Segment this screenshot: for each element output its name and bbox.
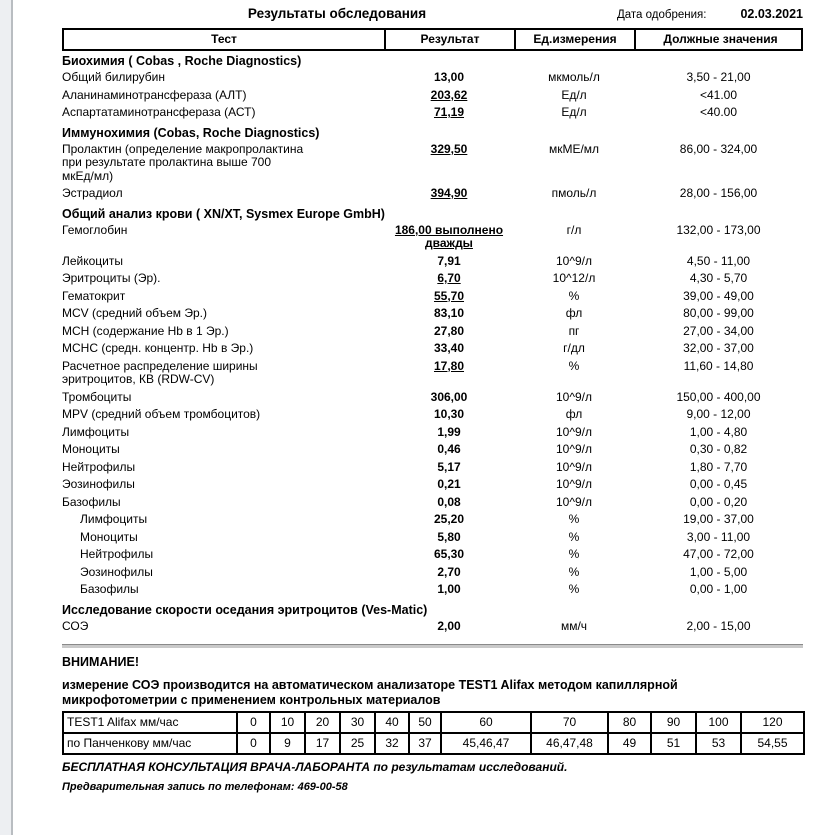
conversion-value: 53 bbox=[696, 733, 741, 754]
section-divider bbox=[62, 644, 803, 648]
phone-booking-note: Предварительная запись по телефонам: 469-00-58 bbox=[62, 781, 348, 793]
test-unit: % bbox=[568, 547, 580, 561]
result-row bbox=[62, 289, 803, 307]
test-reference-range: 1,00 - 4,80 bbox=[689, 424, 748, 439]
test-result: 2,00 bbox=[437, 618, 461, 633]
test-unit: 10^9/л bbox=[556, 494, 592, 509]
column-header-test: Тест bbox=[64, 30, 386, 49]
result-row bbox=[62, 477, 803, 495]
test-reference-range: 1,00 - 5,00 bbox=[689, 564, 748, 579]
conversion-value: 49 bbox=[608, 733, 651, 754]
test-result: 83,10 bbox=[433, 306, 465, 320]
test-result: 55,70 bbox=[433, 288, 465, 303]
conversion-value: 30 bbox=[340, 712, 375, 733]
conversion-row bbox=[63, 712, 804, 733]
test-name: MPV (средний объем тромбоцитов) bbox=[62, 407, 261, 421]
result-row bbox=[62, 223, 803, 254]
conversion-value: 40 bbox=[375, 712, 409, 733]
test-reference-range: 4,30 - 5,70 bbox=[689, 271, 748, 285]
test-result: 6,70 bbox=[437, 271, 461, 285]
approval-date-value: 02.03.2021 bbox=[740, 7, 803, 21]
test-unit: мкМЕ/мл bbox=[548, 141, 600, 156]
test-reference-range: <41.00 bbox=[699, 87, 738, 102]
test-reference-range: 19,00 - 37,00 bbox=[683, 512, 754, 526]
test-name: Базофилы bbox=[80, 582, 139, 596]
test-reference-range: 0,00 - 0,45 bbox=[689, 477, 748, 491]
result-row bbox=[62, 324, 803, 342]
test-result: 65,30 bbox=[433, 547, 465, 561]
result-row bbox=[62, 530, 803, 548]
notice-title: ВНИМАНИЕ! bbox=[62, 655, 139, 669]
result-row bbox=[62, 306, 803, 324]
result-row bbox=[62, 341, 803, 359]
test-unit: пмоль/л bbox=[551, 186, 597, 200]
test-name: Гематокрит bbox=[62, 288, 126, 303]
column-header-reference: Должные значения bbox=[663, 32, 778, 46]
test-name: СОЭ bbox=[62, 618, 89, 633]
test-name: Аспартатаминотрансфераза (АСТ) bbox=[62, 105, 256, 119]
conversion-value: 17 bbox=[305, 733, 340, 754]
test-unit: Ед/л bbox=[561, 87, 587, 102]
test-unit: 10^9/л bbox=[556, 459, 592, 474]
test-name: Эозинофилы bbox=[80, 564, 153, 579]
test-unit: фл bbox=[565, 306, 583, 320]
test-result: 27,80 bbox=[433, 323, 465, 338]
test-result: 5,80 bbox=[437, 529, 461, 544]
column-header-unit: Ед.измерения bbox=[516, 30, 636, 49]
conversion-value: 70 bbox=[531, 712, 608, 733]
test-reference-range: 9,00 - 12,00 bbox=[686, 407, 751, 421]
test-unit: % bbox=[568, 512, 580, 526]
result-row bbox=[62, 442, 803, 460]
test-unit: 10^9/л bbox=[556, 424, 592, 439]
test-name: Пролактин (определение макропролактина при результате пролактина выше 700 мкЕд/мл) bbox=[62, 141, 304, 183]
test-result: 306,00 bbox=[430, 389, 468, 404]
test-unit: % bbox=[568, 582, 580, 596]
test-reference-range: 47,00 - 72,00 bbox=[683, 547, 754, 561]
result-row bbox=[62, 390, 803, 408]
test-result: 10,30 bbox=[433, 407, 465, 421]
section-header: Иммунохимия (Cobas, Roche Diagnostics) bbox=[62, 125, 320, 140]
test-unit: 10^9/л bbox=[556, 477, 592, 491]
result-row bbox=[62, 359, 803, 390]
conversion-value: 120 bbox=[741, 712, 804, 733]
test-unit: % bbox=[568, 529, 580, 544]
test-result: 186,00 выполнено дважды bbox=[394, 222, 504, 250]
test-result: 13,00 bbox=[433, 70, 465, 84]
test-name: Общий билирубин bbox=[62, 70, 165, 84]
test-result: 17,80 bbox=[433, 358, 465, 373]
results-table-header bbox=[62, 28, 803, 51]
test-reference-range: 27,00 - 34,00 bbox=[683, 323, 754, 338]
result-row bbox=[62, 186, 803, 204]
column-header-result: Результат bbox=[386, 30, 516, 49]
test-reference-range: 86,00 - 324,00 bbox=[679, 141, 758, 156]
test-reference-range: <40.00 bbox=[699, 105, 738, 119]
test-reference-range: 1,80 - 7,70 bbox=[689, 459, 748, 474]
approval-date-label: Дата одобрения: bbox=[616, 9, 707, 21]
conversion-value: 9 bbox=[270, 733, 305, 754]
test-name: Лейкоциты bbox=[62, 253, 124, 268]
notice-body: измерение СОЭ производится на автоматическом анализаторе TEST1 Alifax методом капиллярной микрофотометрии с применением контрольных материалов bbox=[62, 678, 678, 707]
result-row bbox=[62, 582, 803, 600]
test-name: Гемоглобин bbox=[62, 222, 128, 237]
section-header: Общий анализ крови ( XN/XT, Sysmex Europe GmbH) bbox=[62, 206, 385, 221]
result-row bbox=[62, 547, 803, 565]
conversion-row-label: TEST1 Alifax мм/час bbox=[63, 712, 237, 733]
test-reference-range: 132,00 - 173,00 bbox=[676, 222, 761, 237]
test-unit: 10^9/л bbox=[556, 442, 592, 456]
result-row bbox=[62, 425, 803, 443]
test-reference-range: 0,00 - 0,20 bbox=[689, 494, 748, 509]
conversion-value: 51 bbox=[651, 733, 696, 754]
test-reference-range: 0,00 - 1,00 bbox=[689, 582, 748, 596]
test-result: 203,62 bbox=[430, 87, 468, 102]
result-row bbox=[62, 142, 803, 187]
test-result: 0,21 bbox=[437, 477, 461, 491]
test-name: Базофилы bbox=[62, 494, 121, 509]
test-name: Аланинаминотрансфераза (АЛТ) bbox=[62, 87, 247, 102]
free-consultation-note: БЕСПЛАТНАЯ КОНСУЛЬТАЦИЯ ВРАЧА-ЛАБОРАНТА по результатам исследований. bbox=[62, 760, 568, 774]
test-unit: мм/ч bbox=[560, 618, 588, 633]
section-header: Исследование скорости оседания эритроцитов (Ves-Matic) bbox=[62, 602, 428, 617]
test-reference-range: 150,00 - 400,00 bbox=[676, 389, 761, 404]
test-result: 0,08 bbox=[437, 494, 461, 509]
test-unit: % bbox=[568, 564, 580, 579]
conversion-value: 20 bbox=[305, 712, 340, 733]
test-reference-range: 80,00 - 99,00 bbox=[683, 306, 754, 320]
result-row bbox=[62, 495, 803, 513]
test-result: 5,17 bbox=[437, 459, 461, 474]
test-name: Эстрадиол bbox=[62, 186, 123, 200]
conversion-row bbox=[63, 733, 804, 754]
conversion-value: 25 bbox=[340, 733, 375, 754]
conversion-value: 37 bbox=[409, 733, 441, 754]
result-row bbox=[62, 70, 803, 88]
test-unit: % bbox=[568, 358, 580, 373]
test-unit: мкмоль/л bbox=[548, 70, 600, 84]
result-row bbox=[62, 512, 803, 530]
test-name: Лимфоциты bbox=[62, 424, 130, 439]
test-name: Лимфоциты bbox=[80, 512, 148, 526]
results-table-body bbox=[62, 51, 803, 636]
conversion-value: 60 bbox=[441, 712, 531, 733]
conversion-value: 80 bbox=[608, 712, 651, 733]
test-name: MCV (средний объем Эр.) bbox=[62, 306, 207, 320]
result-row bbox=[62, 565, 803, 583]
test-unit: пг bbox=[568, 323, 580, 338]
test-name: Моноциты bbox=[62, 442, 120, 456]
test-result: 2,70 bbox=[437, 564, 461, 579]
test-reference-range: 39,00 - 49,00 bbox=[683, 288, 754, 303]
test-reference-range: 0,30 - 0,82 bbox=[689, 442, 748, 456]
test-result: 33,40 bbox=[433, 341, 465, 355]
lab-report-page bbox=[15, 0, 828, 835]
test-unit: фл bbox=[565, 407, 583, 421]
test-result: 71,19 bbox=[433, 105, 465, 119]
test-reference-range: 3,00 - 11,00 bbox=[686, 529, 751, 544]
esr-conversion-table bbox=[62, 711, 805, 755]
test-reference-range: 3,50 - 21,00 bbox=[686, 70, 751, 84]
test-name: MCHC (средн. концентр. Hb в Эр.) bbox=[62, 341, 254, 355]
test-name: Эозинофилы bbox=[62, 477, 135, 491]
test-name: MCH (содержание Hb в 1 Эр.) bbox=[62, 323, 229, 338]
test-result: 329,50 bbox=[430, 141, 468, 156]
test-name: Нейтрофилы bbox=[62, 459, 136, 474]
test-reference-range: 11,60 - 14,80 bbox=[683, 358, 754, 373]
test-reference-range: 28,00 - 156,00 bbox=[679, 186, 758, 200]
test-unit: 10^12/л bbox=[552, 271, 596, 285]
result-row bbox=[62, 271, 803, 289]
conversion-value: 54,55 bbox=[741, 733, 804, 754]
test-reference-range: 32,00 - 37,00 bbox=[683, 341, 754, 355]
result-row bbox=[62, 407, 803, 425]
test-name: Моноциты bbox=[80, 529, 138, 544]
page-title: Результаты обследования bbox=[247, 6, 427, 21]
result-row bbox=[62, 460, 803, 478]
conversion-value: 50 bbox=[409, 712, 441, 733]
test-result: 7,91 bbox=[437, 253, 461, 268]
test-name: Нейтрофилы bbox=[80, 547, 154, 561]
test-name: Эритроциты (Эр). bbox=[62, 271, 161, 285]
test-unit: % bbox=[568, 288, 580, 303]
test-unit: 10^9/л bbox=[556, 253, 592, 268]
conversion-value: 100 bbox=[696, 712, 741, 733]
conversion-value: 0 bbox=[237, 712, 270, 733]
result-row bbox=[62, 88, 803, 106]
test-reference-range: 2,00 - 15,00 bbox=[686, 618, 751, 633]
test-name: Расчетное распределение ширины эритроцитов, КВ (RDW-CV) bbox=[62, 358, 258, 386]
conversion-value: 0 bbox=[237, 733, 270, 754]
page-left-margin bbox=[0, 0, 13, 835]
test-result: 25,20 bbox=[433, 512, 465, 526]
test-unit: г/л bbox=[566, 222, 582, 237]
test-unit: г/дл bbox=[563, 341, 585, 355]
conversion-value: 10 bbox=[270, 712, 305, 733]
test-result: 394,90 bbox=[430, 186, 468, 200]
result-row bbox=[62, 254, 803, 272]
test-result: 0,46 bbox=[437, 442, 461, 456]
conversion-value: 32 bbox=[375, 733, 409, 754]
test-result: 1,99 bbox=[437, 424, 461, 439]
result-row bbox=[62, 105, 803, 123]
document-header bbox=[62, 6, 803, 25]
section-header: Биохимия ( Cobas , Roche Diagnostics) bbox=[62, 54, 302, 68]
test-unit: 10^9/л bbox=[556, 389, 592, 404]
conversion-value: 90 bbox=[651, 712, 696, 733]
test-unit: Ед/л bbox=[561, 105, 587, 119]
conversion-value: 45,46,47 bbox=[441, 733, 531, 754]
conversion-row-label: по Панченкову мм/час bbox=[63, 733, 237, 754]
conversion-value: 46,47,48 bbox=[531, 733, 608, 754]
approval-date bbox=[617, 7, 803, 21]
test-reference-range: 4,50 - 11,00 bbox=[686, 253, 751, 268]
test-name: Тромбоциты bbox=[62, 389, 132, 404]
test-result: 1,00 bbox=[437, 582, 461, 596]
result-row bbox=[62, 619, 803, 637]
